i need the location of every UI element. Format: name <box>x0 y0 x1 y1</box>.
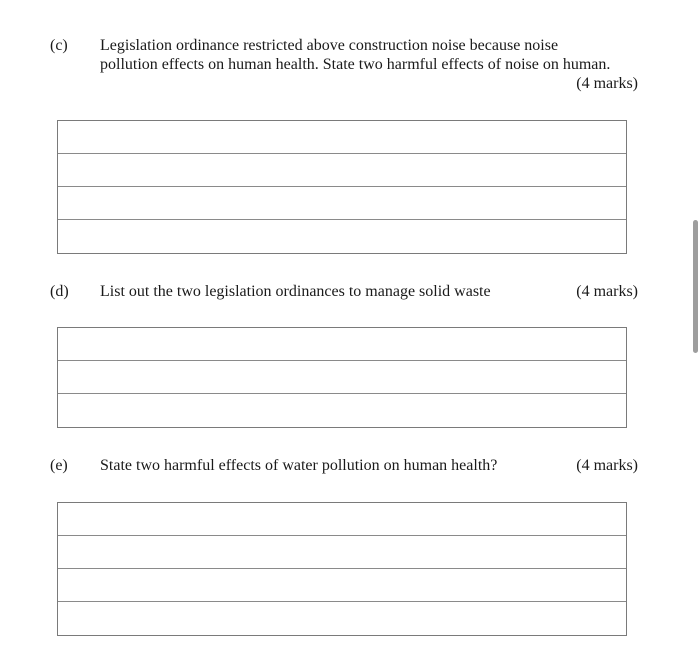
answer-line[interactable] <box>58 569 626 602</box>
question-d-answer-box <box>57 327 627 428</box>
answer-line[interactable] <box>58 536 626 569</box>
vertical-scrollbar[interactable] <box>693 220 698 353</box>
question-c-letter: (c) <box>50 37 68 54</box>
question-d-marks: (4 marks) <box>576 283 638 300</box>
answer-line[interactable] <box>58 361 626 394</box>
question-e-letter: (e) <box>50 457 68 474</box>
question-c-text-line-2: pollution effects on human health. State two harmful effects of noise on human. <box>100 56 611 73</box>
question-c-text-line-1: Legislation ordinance restricted above construction noise because noise <box>100 37 559 54</box>
question-e-marks: (4 marks) <box>576 457 638 474</box>
answer-line[interactable] <box>58 394 626 427</box>
question-c-marks: (4 marks) <box>576 75 638 92</box>
answer-line[interactable] <box>58 503 626 536</box>
answer-line[interactable] <box>58 328 626 361</box>
answer-line[interactable] <box>58 220 626 253</box>
answer-line[interactable] <box>58 154 626 187</box>
answer-line[interactable] <box>58 187 626 220</box>
question-e-text: State two harmful effects of water pollution on human health? <box>100 457 498 474</box>
question-d-letter: (d) <box>50 283 69 300</box>
question-d-text: List out the two legislation ordinances to manage solid waste <box>100 283 491 300</box>
question-c-answer-box <box>57 120 627 254</box>
answer-line[interactable] <box>58 121 626 154</box>
question-e-answer-box <box>57 502 627 636</box>
answer-line[interactable] <box>58 602 626 635</box>
